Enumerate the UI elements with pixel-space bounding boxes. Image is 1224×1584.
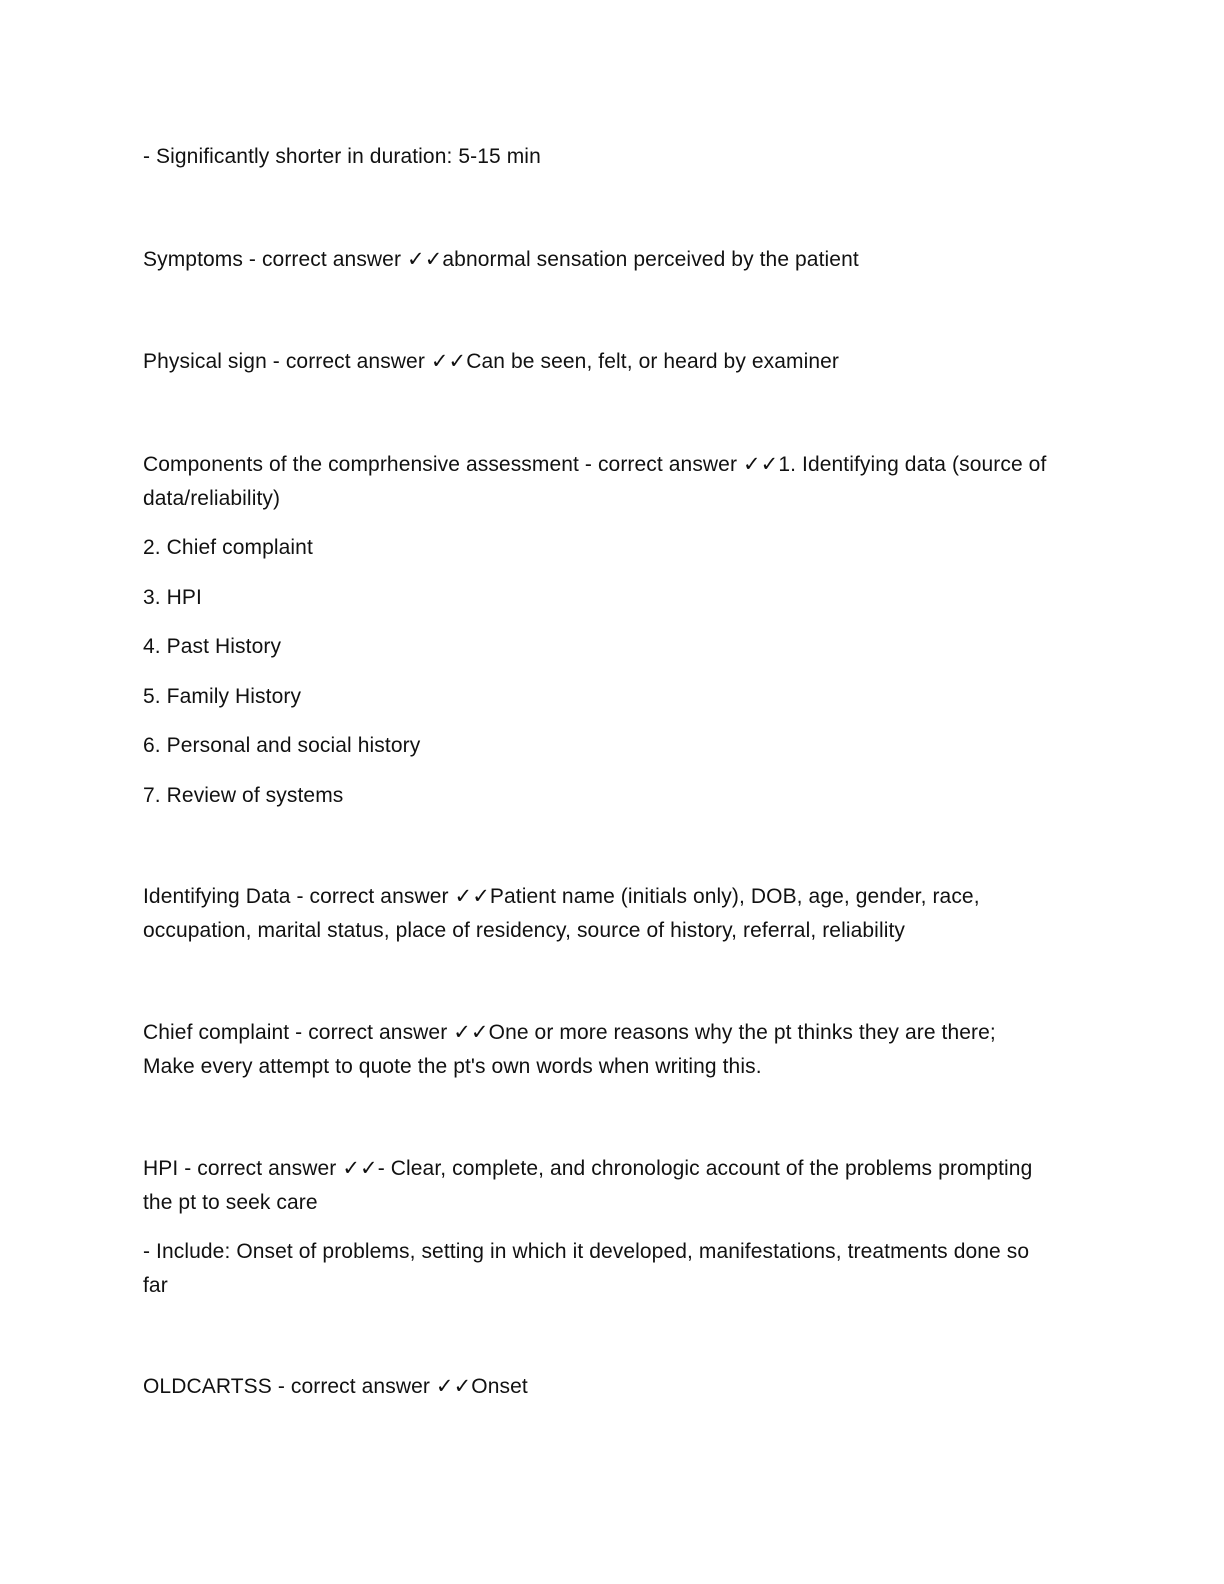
text-line: the pt to seek care xyxy=(143,1191,318,1214)
text-line: Chief complaint - correct answer ✓✓One or more reasons why the pt thinks they are there; xyxy=(143,1021,996,1044)
text-line: 3. HPI xyxy=(143,586,202,609)
text-line: Symptoms - correct answer ✓✓abnormal sensation perceived by the patient xyxy=(143,248,859,271)
text-line: far xyxy=(143,1274,168,1297)
text-line: Identifying Data - correct answer ✓✓Patient name (initials only), DOB, age, gender, race, xyxy=(143,885,980,908)
text-line: 4. Past History xyxy=(143,635,282,658)
text-line: occupation, marital status, place of residency, source of history, referral, reliability xyxy=(143,919,906,942)
text-line: HPI - correct answer ✓✓- Clear, complete, and chronologic account of the problems prompting xyxy=(143,1157,1033,1180)
text-line: Components of the comprhensive assessment - correct answer ✓✓1. Identifying data (source of xyxy=(143,453,1047,476)
text-line: - Include: Onset of problems, setting in which it developed, manifestations, treatments done so xyxy=(143,1240,1030,1263)
text-line: Make every attempt to quote the pt's own words when writing this. xyxy=(143,1055,762,1078)
text-line: OLDCARTSS - correct answer ✓✓Onset xyxy=(143,1375,528,1398)
text-line: 6. Personal and social history xyxy=(143,734,421,757)
text-line: 2. Chief complaint xyxy=(143,536,313,559)
text-line: Physical sign - correct answer ✓✓Can be seen, felt, or heard by examiner xyxy=(143,350,840,373)
text-line: 5. Family History xyxy=(143,685,302,708)
text-line: 7. Review of systems xyxy=(143,784,344,807)
text-line: data/reliability) xyxy=(143,487,281,510)
text-line: - Significantly shorter in duration: 5-15 min xyxy=(143,145,541,168)
